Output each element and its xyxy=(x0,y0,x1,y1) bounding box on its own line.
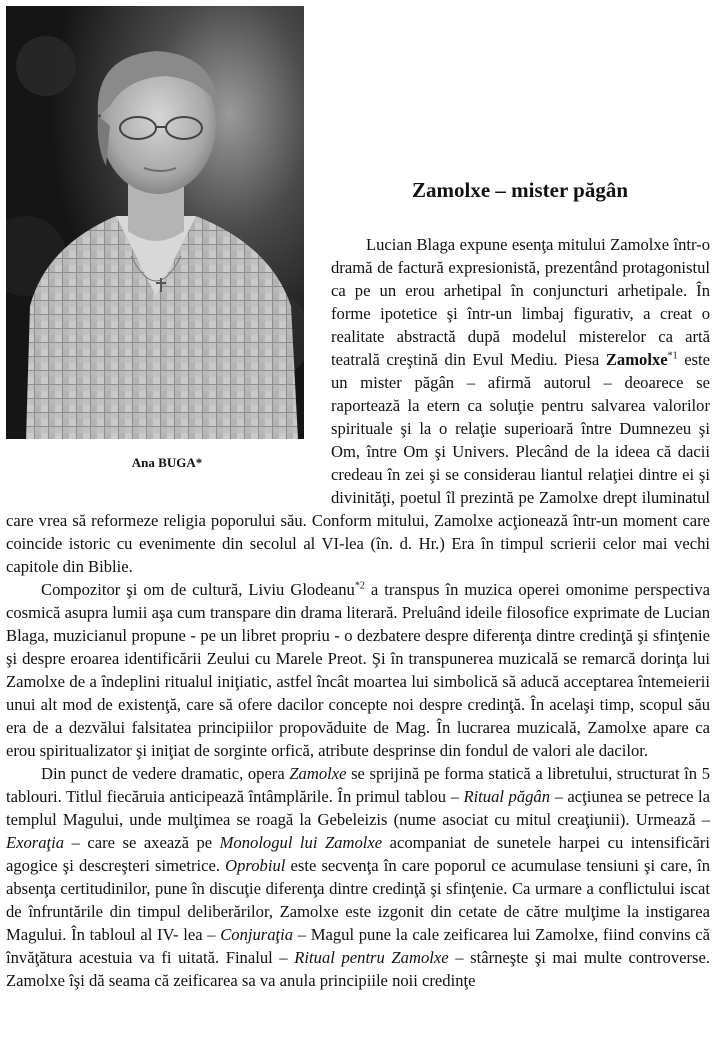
emphasis-text: Ritual păgân xyxy=(463,787,551,806)
emphasis-text: Exoraţia xyxy=(6,833,65,852)
text-run: se sprijină pe forma statică a libretului, structurat în 5 tablouri. Titlul fiecăruia anticipează întâmplările. În primul tablou – xyxy=(6,764,710,806)
text-run: a transpus în muzica operei omonime perspectiva cosmică asupra lumii aşa cum transpare din drama literară. Preluând ideile filosofice exprimate de Lucian Blaga, muzicianul propune - pe un libret propriu - o dezbatere despre diferenţa dintre credinţă şi sfinţenie şi despre eroarea identificării Zeului cu Marele Preot. Şi în transpunerea muzicală se remarcă dorinţa lui Zamolxe de a îndeplini ritualul iniţiatic, astfel încât moartea lui simbolică să aducă acceptarea întemeierii unui alt mod de existenţă, care să ofere dacilor concepte noi despre credinţă. În acelaşi timp, scopul său era de a dezvălui falsitatea principiilor propovăduite de Mag. În lucrarea muzicală, Zamolxe apare ca erou spiritualizator şi iniţiat de sorginte orfică, atribute desprinse din fondul de valori ale dacilor. xyxy=(6,580,710,760)
emphasis-text: Ritual pentru Zamolxe xyxy=(294,948,449,967)
emphasis-text: Zamolxe xyxy=(605,350,668,369)
emphasis-text: Oprobiul xyxy=(225,856,286,875)
emphasis-text: Conjuraţia xyxy=(220,925,294,944)
body-paragraph xyxy=(6,762,710,992)
text-run: este un mister păgân – afirmă autorul – deoarece se raportează la etern ca soluţie pentru salvarea valorilor spirituale şi la o relaţie superioară între Dumnezeu şi Om, între Om şi Univers. Plecând de la ideea că dacii credeau în zei şi se considerau liantul relaţiei dintre ei şi divinităţi, poetul îl prezintă pe Zamolxe drept iluminatul care vrea să reformeze religia poporului său. Conform mitului, Zamolxe acţionează într-un moment care coincide istoric cu evenimente din secolul al VI-lea (în. d. Hr.) Era în timpul scrierii celor mai vechi capitole din Biblie. xyxy=(6,350,710,576)
text-run: este secvenţa în care poporul ce acumulase tensiuni şi care, în absenţa certitudinilor, pune în discuţie diferenţa dintre credinţă şi sfinţenie. Ca urmare a conflictului iscat de înfruntările din timpul deliberărilor, Zamolxe este izgonit din cetate de către mulţime la instigarea Magului. În tabloul al IV- lea – xyxy=(6,856,711,944)
text-run: Din punct de vedere dramatic, opera xyxy=(41,764,290,783)
text-run: – stârneşte şi mai multe controverse. Zamolxe îşi dă seama că zeificarea sa va anula principiile noii credinţe xyxy=(6,948,711,990)
article-body xyxy=(6,233,710,992)
emphasis-text: Monologul lui Zamolxe xyxy=(219,833,383,852)
text-run: – Magul pune la cale zeificarea lui Zamolxe, fiind convins că învăţătura acestuia va fi uitată. Finalul – xyxy=(6,925,710,967)
text-run: Compozitor şi om de cultură, Liviu Glodeanu xyxy=(41,580,355,599)
text-run: – acţiunea se petrece la templul Magului, unde mulţimea se roagă la Gebeleizis (nume asociat cu mitul creaţiunii). Urmează – xyxy=(6,787,710,829)
text-run: – care se axează pe xyxy=(64,833,220,852)
emphasis-text: Zamolxe xyxy=(289,764,347,783)
photo-caption: Ana BUGA* xyxy=(131,455,203,470)
text-run: Lucian Blaga expune esenţa mitului Zamolxe într-o dramă de factură expresionistă, prezentând protagonistul ca pe un erou arhetipal în conjuncturi arhetipale. În forme ipotetice şi într-un limbaj figurativ, a creat o realitate abstractă după modelul misterelor ca artă teatrală creştină din Evul Mediu. Piesa xyxy=(331,235,710,369)
photo-float-spacer xyxy=(6,233,331,487)
footnote-marker: *1 xyxy=(667,350,678,362)
article-title: Zamolxe – mister păgân xyxy=(411,178,629,202)
text-run: acompaniat de sunetele harpei cu intensificări agogice şi descreşteri simetrice. xyxy=(6,833,710,875)
footnote-marker: *2 xyxy=(354,580,365,592)
body-paragraph xyxy=(6,578,710,762)
